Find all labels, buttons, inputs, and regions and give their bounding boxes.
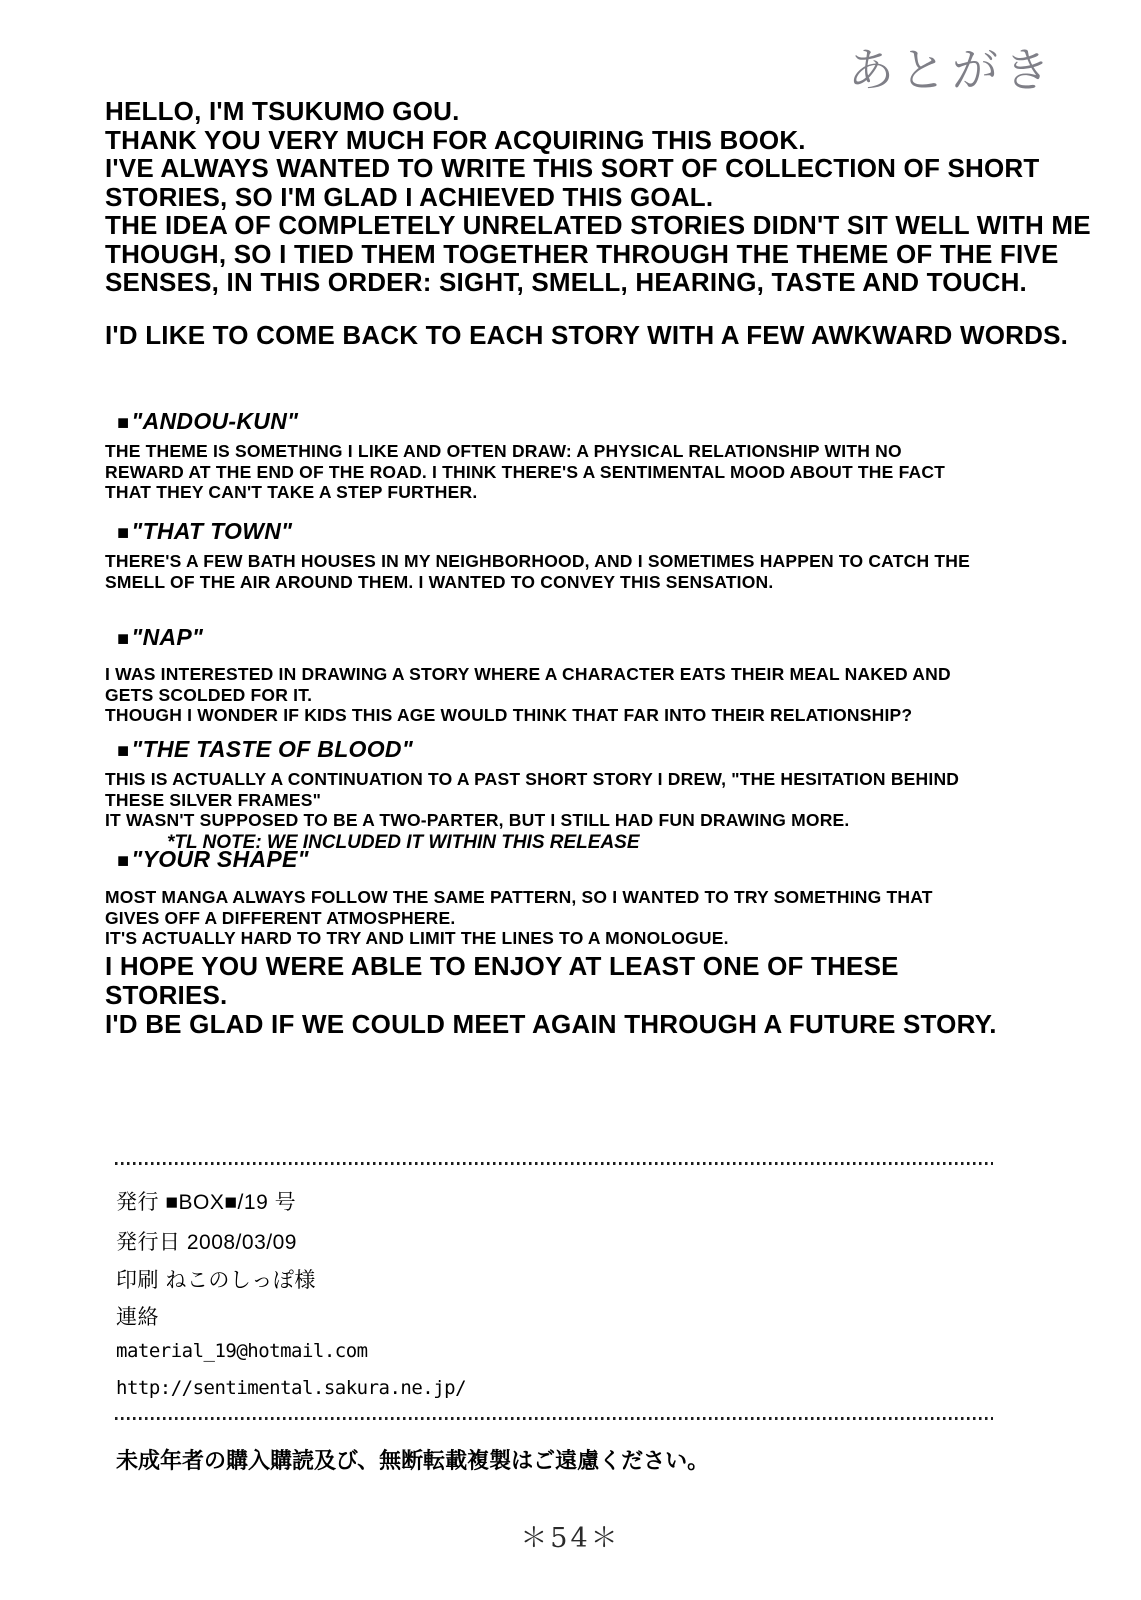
intro-line: THANK YOU VERY MUCH FOR ACQUIRING THIS BOOK. — [105, 124, 806, 155]
section-body-line: THIS IS ACTUALLY A CONTINUATION TO A PAST SHORT STORY I DREW, "THE HESITATION BEHIND — [105, 769, 960, 789]
colophon-email: material_19@hotmail.com — [116, 1340, 368, 1362]
closing-line: I HOPE YOU WERE ABLE TO ENJOY AT LEAST ONE OF THESE — [105, 951, 899, 981]
intro-followup-line: I'D LIKE TO COME BACK TO EACH STORY WITH A FEW AWKWARD WORDS. — [105, 320, 1069, 350]
page-number: ＊54＊ — [520, 1523, 621, 1554]
section-body — [105, 887, 933, 949]
section-body-line: GIVES OFF A DIFFERENT ATMOSPHERE. — [105, 907, 456, 928]
colophon-url: http://sentimental.sakura.ne.jp/ — [116, 1377, 467, 1399]
section-body — [105, 441, 945, 503]
section-body-line: REWARD AT THE END OF THE ROAD. I THINK THERE'S A SENTIMENTAL MOOD ABOUT THE FACT — [105, 461, 946, 482]
section-title-text: "YOUR SHAPE" — [131, 846, 309, 872]
section-body-line: GETS SCOLDED FOR IT. — [105, 684, 313, 705]
intro-line: THE IDEA OF COMPLETELY UNRELATED STORIES DIDN'T SIT WELL WITH ME — [105, 210, 1091, 240]
section-title-text: "NAP" — [131, 624, 204, 650]
section-that-town — [105, 518, 970, 592]
section-body-line: THAT THEY CAN'T TAKE A STEP FURTHER. — [105, 482, 478, 502]
section-body-line: THERE'S A FEW BATH HOUSES IN MY NEIGHBORHOOD, AND I SOMETIMES HAPPEN TO CATCH THE — [105, 551, 970, 571]
section-body — [105, 551, 970, 592]
black-square-icon: ■ — [117, 412, 130, 434]
colophon-printer: 印刷 ねこのしっぽ様 — [116, 1269, 316, 1292]
intro-line: I'VE ALWAYS WANTED TO WRITE THIS SORT OF COLLECTION OF SHORT — [105, 153, 1040, 183]
translator-note: *TL NOTE: WE INCLUDED IT WITHIN THIS RELEASE — [167, 831, 640, 853]
closing-paragraph — [105, 952, 997, 1039]
intro-line: THOUGH, SO I TIED THEM TOGETHER THROUGH THE THEME OF THE FIVE — [105, 238, 1059, 269]
section-body-line: IT WASN'T SUPPOSED TO BE A TWO-PARTER, BUT I STILL HAD FUN DRAWING MORE. — [105, 810, 850, 830]
intro-followup — [105, 321, 1068, 350]
dotted-divider-bottom — [115, 1417, 993, 1420]
black-square-icon: ■ — [117, 850, 130, 872]
section-title — [105, 624, 951, 651]
section-title-text: "ANDOU-KUN" — [131, 408, 299, 434]
intro-line: HELLO, I'M TSUKUMO GOU. — [105, 96, 460, 126]
colophon-contact-label: 連絡 — [116, 1306, 159, 1329]
section-body — [105, 769, 959, 831]
section-title — [105, 736, 959, 763]
intro-line: STORIES, SO I'M GLAD I ACHIEVED THIS GOAL. — [105, 181, 714, 212]
section-title — [105, 518, 970, 545]
black-square-icon: ■ — [117, 522, 130, 544]
section-body-line: THOUGH I WONDER IF KIDS THIS AGE WOULD THINK THAT FAR INTO THEIR RELATIONSHIP? — [105, 705, 913, 725]
colophon-publisher: 発行 ■BOX■/19 号 — [116, 1191, 297, 1214]
section-body-line: MOST MANGA ALWAYS FOLLOW THE SAME PATTERN, SO I WANTED TO TRY SOMETHING THAT — [105, 887, 933, 907]
intro-paragraph — [105, 97, 1091, 297]
section-nap — [105, 624, 951, 726]
black-square-icon: ■ — [117, 740, 130, 762]
section-body-line: I WAS INTERESTED IN DRAWING A STORY WHERE A CHARACTER EATS THEIR MEAL NAKED AND — [105, 664, 951, 684]
section-title-text: "THE TASTE OF BLOOD" — [131, 736, 414, 762]
closing-line: I'D BE GLAD IF WE COULD MEET AGAIN THROUGH A FUTURE STORY. — [105, 1009, 997, 1039]
section-body-line: IT'S ACTUALLY HARD TO TRY AND LIMIT THE LINES TO A MONOLOGUE. — [105, 928, 729, 948]
closing-line: STORIES. — [105, 980, 228, 1010]
section-your-shape — [105, 846, 933, 949]
black-square-icon: ■ — [117, 628, 130, 650]
section-title — [105, 846, 933, 873]
dotted-divider-top — [115, 1162, 993, 1165]
section-body-line: THESE SILVER FRAMES" — [105, 789, 322, 810]
section-andou-kun — [105, 408, 945, 503]
section-title — [105, 408, 945, 435]
section-title-text: "THAT TOWN" — [131, 518, 293, 544]
colophon-disclaimer: 未成年者の購入購読及び、無断転載複製はご遠慮ください。 — [116, 1448, 710, 1473]
section-taste-of-blood — [105, 736, 959, 854]
afterword-jp-title: あとがき — [848, 43, 1056, 97]
section-body — [105, 664, 951, 726]
intro-line: SENSES, IN THIS ORDER: SIGHT, SMELL, HEARING, TASTE AND TOUCH. — [105, 267, 1027, 297]
section-body-line: THE THEME IS SOMETHING I LIKE AND OFTEN DRAW: A PHYSICAL RELATIONSHIP WITH NO — [105, 441, 902, 461]
section-body-line: SMELL OF THE AIR AROUND THEM. I WANTED TO CONVEY THIS SENSATION. — [105, 571, 774, 592]
colophon-date: 発行日 2008/03/09 — [116, 1231, 297, 1254]
